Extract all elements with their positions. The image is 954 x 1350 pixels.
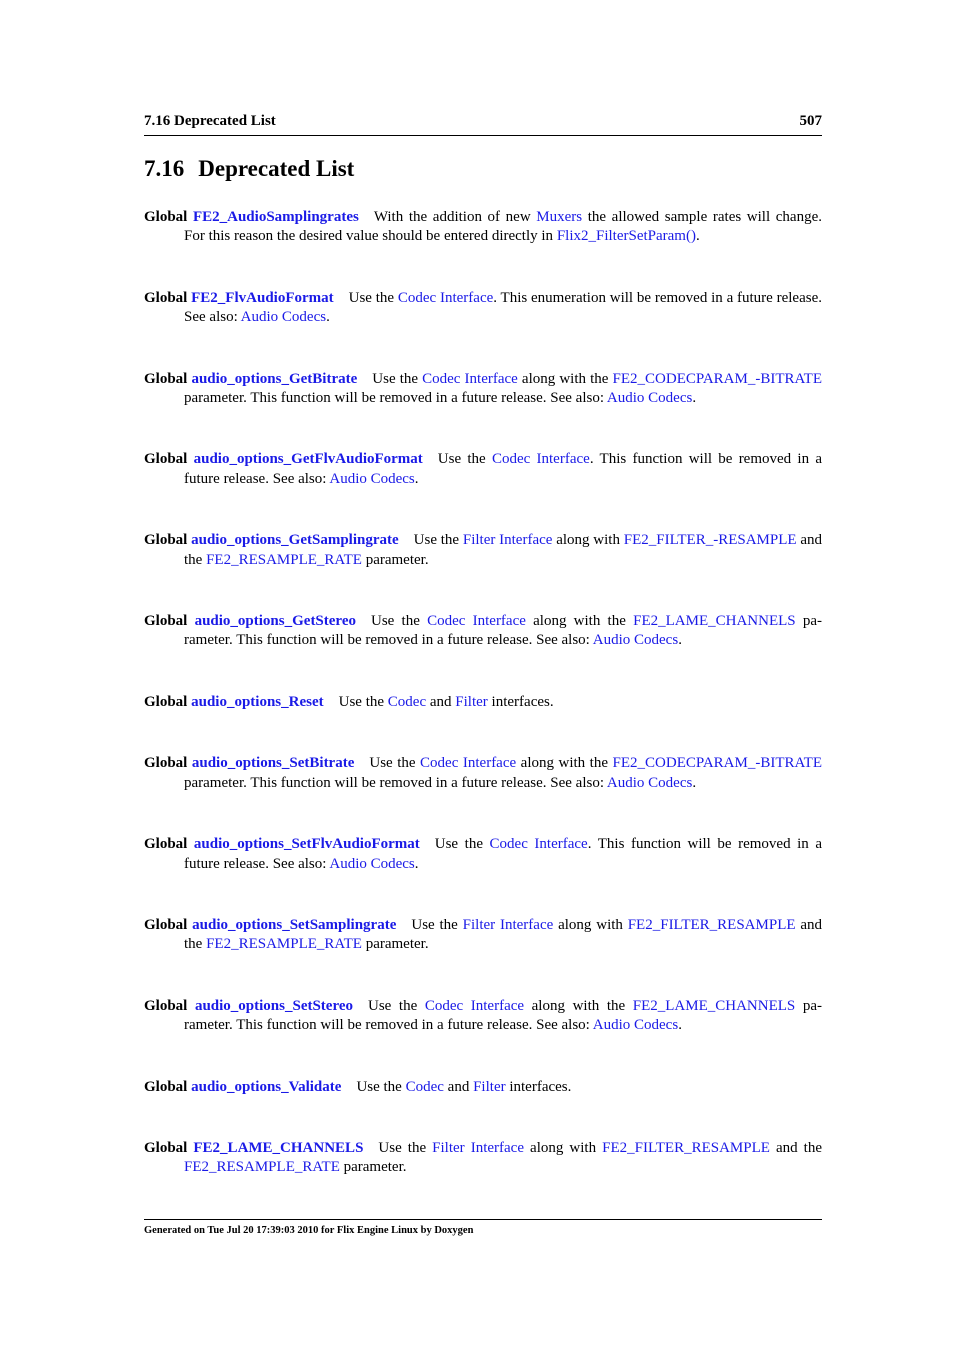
entry-prefix: Global xyxy=(144,693,192,710)
entry-prefix: Global xyxy=(144,370,192,387)
entry-prefix: Global xyxy=(144,451,194,468)
entry-text: . xyxy=(692,774,697,791)
entry-text: along with the xyxy=(524,997,633,1014)
section-number: 7.16 xyxy=(144,156,185,181)
entry-prefix: Global xyxy=(144,1139,194,1156)
entry-link[interactable]: Codec Interface xyxy=(420,755,517,772)
entry-text: Use the xyxy=(369,755,421,772)
entry-link[interactable]: FE2_RESAMPLE_RATE xyxy=(184,1159,340,1176)
entry-link[interactable]: FE2_CODECPARAM_-BITRATE xyxy=(612,755,822,772)
entry-text: Use the xyxy=(411,916,463,933)
entry-link[interactable]: Codec Interface xyxy=(427,613,526,630)
entry-text: and the xyxy=(184,916,823,953)
entry-text: interfaces. xyxy=(505,1078,572,1095)
entry-term-link[interactable]: FE2_FlvAudioFormat xyxy=(191,289,334,306)
entry-link[interactable]: Codec xyxy=(405,1078,444,1095)
entry-text: With the addition of new xyxy=(373,209,537,225)
section-heading xyxy=(144,156,354,182)
entry-prefix: Global xyxy=(144,755,192,772)
entry-text: parameter. xyxy=(361,936,429,953)
entry-link[interactable]: Audio Codecs xyxy=(606,774,693,791)
deprecated-entry xyxy=(144,1139,822,1178)
entry-term-link[interactable]: FE2_AudioSamplingrates xyxy=(192,209,359,225)
entry-text: Use the xyxy=(434,836,490,853)
entry-text: Use the xyxy=(356,1078,406,1095)
entry-prefix: Global xyxy=(144,209,193,225)
deprecated-entry xyxy=(144,997,822,1036)
entry-prefix: Global xyxy=(144,289,192,306)
entry-text: Use the xyxy=(370,613,428,630)
entry-text: Use the xyxy=(338,693,388,710)
entry-term-link[interactable]: audio_options_SetBitrate xyxy=(191,755,355,772)
entry-link[interactable]: Filter Interface xyxy=(462,532,553,549)
deprecated-entry xyxy=(144,208,822,247)
entry-term-link[interactable]: FE2_LAME_CHANNELS xyxy=(193,1139,364,1156)
entry-link[interactable]: Filter xyxy=(473,1078,506,1095)
deprecated-entry xyxy=(144,612,822,651)
entry-link[interactable]: FE2_RESAMPLE_RATE xyxy=(206,551,362,568)
deprecated-entry xyxy=(144,289,822,328)
entry-term-link[interactable]: audio_options_GetBitrate xyxy=(191,370,358,387)
entry-link[interactable]: Codec xyxy=(387,693,427,710)
entry-text: and the xyxy=(184,532,822,568)
entry-prefix: Global xyxy=(144,916,193,933)
entry-text: and the xyxy=(769,1139,823,1156)
entry-link[interactable]: FE2_CODECPARAM_-BITRATE xyxy=(612,370,822,387)
entry-text: Use the xyxy=(413,532,463,549)
entry-link[interactable]: FE2_LAME_CHANNELS xyxy=(633,613,796,630)
entry-term-link[interactable]: audio_options_Validate xyxy=(191,1078,342,1095)
deprecated-entry xyxy=(144,916,822,955)
entry-link[interactable]: Filter xyxy=(455,693,488,710)
entry-text: along with xyxy=(552,532,624,549)
entry-link[interactable]: FE2_FILTER_RESAMPLE xyxy=(602,1139,770,1156)
entry-text: the allowed sample rates will change. For this reason the desired value should be entered directly in xyxy=(184,209,822,245)
entry-text: . xyxy=(678,632,682,649)
entry-link[interactable]: FE2_FILTER_-RESAMPLE xyxy=(623,532,797,549)
entry-link[interactable]: Flix2_FilterSetParam() xyxy=(556,228,696,245)
page-footer xyxy=(144,1219,822,1236)
entry-link[interactable]: Audio Codecs xyxy=(606,390,693,407)
entry-term-link[interactable]: audio_options_GetSamplingrate xyxy=(191,532,399,549)
entry-link[interactable]: Audio Codecs xyxy=(592,632,679,649)
entry-text: Use the xyxy=(378,1139,433,1156)
entry-text: parameter. This function will be removed in a future release. See also: xyxy=(184,774,607,791)
entry-link[interactable]: FE2_FILTER_RESAMPLE xyxy=(627,916,796,933)
entry-prefix: Global xyxy=(144,532,192,549)
deprecated-entry xyxy=(144,1078,822,1097)
entry-text: Use the xyxy=(372,370,423,387)
entry-term-link[interactable]: audio_options_GetStereo xyxy=(194,613,356,630)
entry-link[interactable]: Audio Codecs xyxy=(329,470,415,487)
entry-text: interfaces. xyxy=(487,693,554,710)
entry-link[interactable]: Audio Codecs xyxy=(592,1017,679,1034)
entry-text: . xyxy=(414,855,419,872)
entry-text: . xyxy=(326,309,330,326)
entry-text: Use the xyxy=(437,451,492,468)
footer-text: Generated on Tue Jul 20 17:39:03 2010 for Flix Engine Linux by Doxygen xyxy=(144,1225,474,1236)
entry-term-link[interactable]: audio_options_SetSamplingrate xyxy=(192,916,397,933)
entry-text: . This function will be removed in a future release. See also: xyxy=(184,451,822,487)
entry-prefix: Global xyxy=(144,1078,192,1095)
entry-link[interactable]: Filter Interface xyxy=(462,916,554,933)
entry-text: along with the xyxy=(517,370,613,387)
running-header xyxy=(144,113,822,136)
entry-link[interactable]: Audio Codecs xyxy=(240,309,327,326)
deprecated-entry xyxy=(144,531,822,570)
entry-text: and xyxy=(426,693,456,710)
entry-prefix: Global xyxy=(144,836,194,853)
deprecated-entry xyxy=(144,754,822,793)
entry-link[interactable]: Muxers xyxy=(536,209,583,225)
entry-text: along with the xyxy=(516,755,613,772)
entry-text: along with xyxy=(524,1139,603,1156)
entry-term-link[interactable]: audio_options_SetFlvAudioFormat xyxy=(193,836,420,853)
deprecated-entry xyxy=(144,693,822,712)
entry-text: parameter. xyxy=(339,1159,407,1176)
deprecated-list xyxy=(144,208,822,1220)
entry-text: pa-rameter. This function will be removed in a future release. See also: xyxy=(184,997,823,1034)
entry-text: . This enumeration will be removed in a future release. See also: xyxy=(184,289,822,326)
entry-text: Use the xyxy=(348,289,398,306)
entry-text: parameter. This function will be removed in a future release. See also: xyxy=(184,390,607,407)
entry-link[interactable]: Codec Interface xyxy=(424,997,525,1014)
entry-link[interactable]: Codec Interface xyxy=(397,289,494,306)
entry-text: along with xyxy=(553,916,628,933)
entry-text: and xyxy=(443,1078,474,1095)
entry-text: . xyxy=(678,1017,682,1034)
header-section-title: 7.16 Deprecated List xyxy=(144,113,276,129)
entry-link[interactable]: Filter Interface xyxy=(432,1139,524,1156)
entry-link[interactable]: Codec Interface xyxy=(491,451,590,468)
entry-term-link[interactable]: audio_options_SetStereo xyxy=(194,997,354,1014)
entry-link[interactable]: Codec Interface xyxy=(489,836,588,853)
entry-text: pa-rameter. This function will be removed in a future release. See also: xyxy=(184,613,822,649)
entry-text: . xyxy=(692,390,697,407)
section-title: Deprecated List xyxy=(198,156,355,181)
entry-link[interactable]: Audio Codecs xyxy=(329,855,415,872)
entry-link[interactable]: FE2_LAME_CHANNELS xyxy=(632,997,796,1014)
entry-text: . xyxy=(414,470,419,487)
entry-text: Use the xyxy=(368,997,425,1014)
entry-prefix: Global xyxy=(144,997,195,1014)
entry-link[interactable]: FE2_RESAMPLE_RATE xyxy=(206,936,362,953)
entry-term-link[interactable]: audio_options_GetFlvAudioFormat xyxy=(193,451,423,468)
deprecated-entry xyxy=(144,370,822,409)
entry-text: . xyxy=(695,228,700,245)
entry-term-link[interactable]: audio_options_Reset xyxy=(191,693,324,710)
entry-text: along with the xyxy=(525,613,634,630)
deprecated-entry xyxy=(144,835,822,874)
deprecated-entry xyxy=(144,450,822,489)
header-page-number: 507 xyxy=(799,113,822,129)
entry-text: . This function will be removed in a future release. See also: xyxy=(184,836,823,872)
entry-link[interactable]: Codec Interface xyxy=(422,370,518,387)
entry-prefix: Global xyxy=(144,613,195,630)
entry-text: parameter. xyxy=(361,551,429,568)
